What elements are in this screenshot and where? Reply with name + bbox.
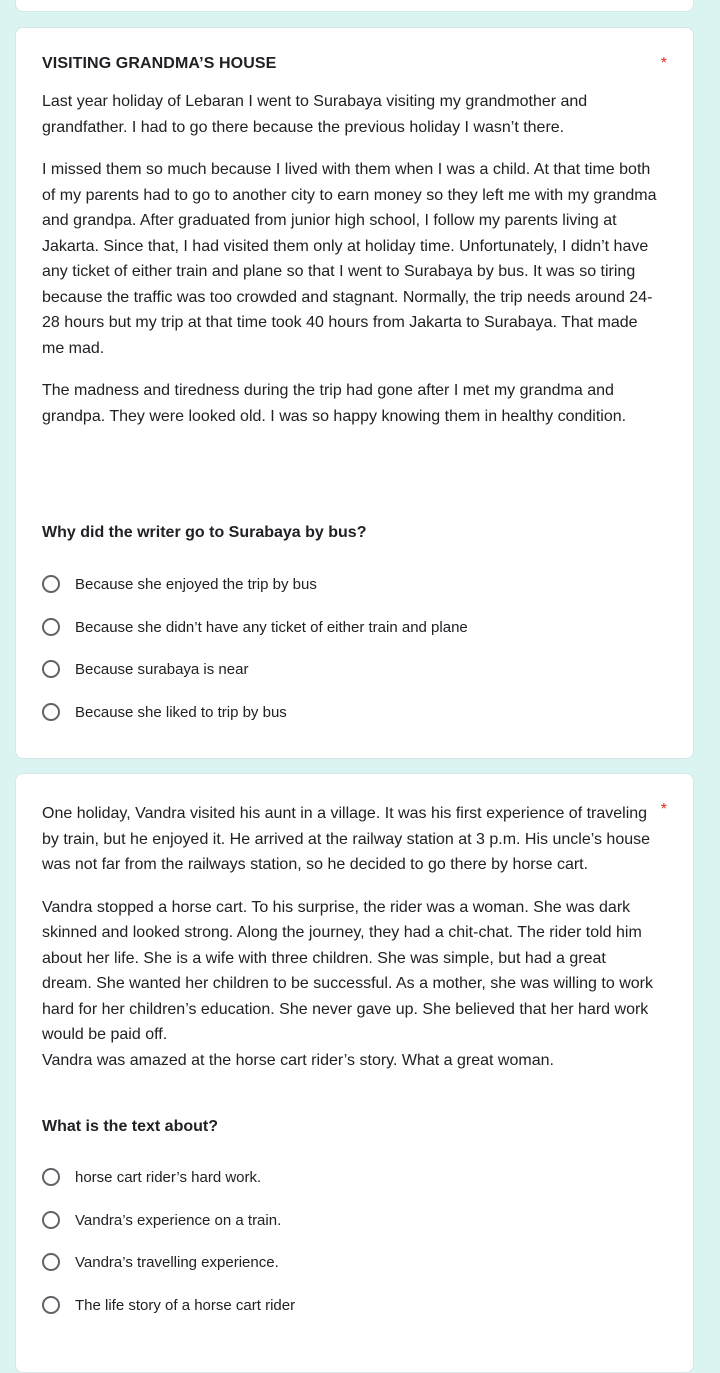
radio-circle-icon[interactable]	[42, 703, 60, 721]
required-asterisk: *	[660, 55, 667, 72]
radio-option-3[interactable]	[42, 657, 248, 681]
passage-title: VISITING GRANDMA’S HOUSE	[42, 55, 277, 72]
option-label: Because she liked to trip by bus	[75, 703, 287, 721]
option-label: Because she enjoyed the trip by bus	[75, 575, 317, 593]
radio-option-1[interactable]	[42, 1165, 261, 1189]
option-label: The life story of a horse cart rider	[75, 1296, 296, 1314]
option-label: Because surabaya is near	[75, 660, 249, 678]
passage-paragraph: Vandra was amazed at the horse cart rider’s story. What a great woman.	[42, 1051, 554, 1069]
passage-paragraph: The madness and tiredness during the trip had gone after I met my grandma and grandpa. They were looked old. I was so happy knowing them in healthy condition.	[42, 382, 627, 425]
passage-paragraph: One holiday, Vandra visited his aunt in a village. It was his first experience of traveling by train, but he enjoyed it. He arrived at the railway station at 3 p.m. His uncle’s house was not far from the railways station, so he decided to go there by horse cart.	[42, 805, 651, 873]
passage-paragraph: Last year holiday of Lebaran I went to Surabaya visiting my grandmother and grandfather. I had to go there because the previous holiday I wasn’t there.	[42, 93, 588, 136]
question-card-1	[15, 27, 694, 759]
question-text: What is the text about?	[42, 1118, 218, 1135]
radio-circle-icon[interactable]	[42, 618, 60, 636]
option-label: Vandra’s experience on a train.	[75, 1211, 282, 1229]
option-label: Vandra’s travelling experience.	[75, 1253, 279, 1271]
radio-circle-icon[interactable]	[42, 1296, 60, 1314]
radio-circle-icon[interactable]	[42, 1253, 60, 1271]
radio-option-3[interactable]	[42, 1250, 279, 1274]
question-text: Why did the writer go to Surabaya by bus?	[42, 524, 367, 541]
radio-option-4[interactable]	[42, 1293, 295, 1317]
question-card-2	[15, 773, 694, 1373]
passage-paragraph: I missed them so much because I lived with them when I was a child. At that time both of my parents had to go to another city to earn money so they left me with my grandma and grandpa. After graduated from junior high school, I follow my parents living at Jakarta. Since that, I had visited them only at holiday time. Unfortunately, I didn’t have any ticket of either train and plane so that I went to Surabaya by bus. It was so tiring because the traffic was too crowded and stagnant. Normally, the trip needs around 24-28 hours but my trip at that time took 40 hours from Jakarta to Surabaya. That made me mad.	[42, 161, 657, 357]
radio-circle-icon[interactable]	[42, 575, 60, 593]
passage-paragraph: Vandra stopped a horse cart. To his surprise, the rider was a woman. She was dark skinned and looked strong. Along the journey, they had a chit-chat. The rider told him about her life. She is a wife with three children. She was simple, but had a great dream. She wanted her children to be successful. As a mother, she was willing to work hard for her children’s education. She never gave up. She believed that her hard work would be paid off.	[42, 898, 653, 1043]
previous-question-card	[15, 0, 694, 12]
radio-option-2[interactable]	[42, 615, 468, 639]
radio-option-4[interactable]	[42, 700, 287, 724]
radio-circle-icon[interactable]	[42, 1211, 60, 1229]
radio-circle-icon[interactable]	[42, 1168, 60, 1186]
radio-option-2[interactable]	[42, 1208, 281, 1232]
radio-option-1[interactable]	[42, 572, 317, 596]
option-label: horse cart rider’s hard work.	[75, 1168, 262, 1186]
radio-circle-icon[interactable]	[42, 660, 60, 678]
required-asterisk: *	[660, 801, 667, 818]
option-label: Because she didn’t have any ticket of either train and plane	[75, 618, 468, 636]
